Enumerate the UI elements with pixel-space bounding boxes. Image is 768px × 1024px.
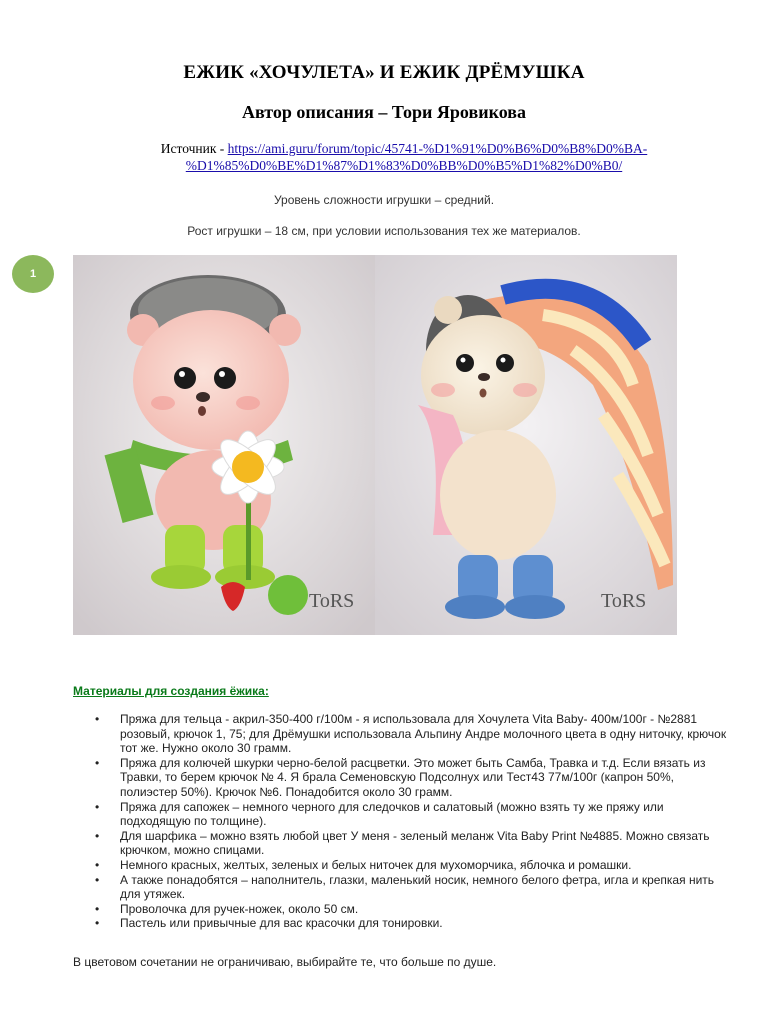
page-number-badge: 1: [12, 255, 54, 293]
document-title: ЕЖИК «ХОЧУЛЕТА» И ЕЖИК ДРЁМУШКА: [183, 62, 585, 83]
difficulty-line: Уровень сложности игрушки – средний.: [273, 193, 495, 207]
list-item: • Пряжа для тельца - акрил-350-400 г/100м - я использовала для Хочулета Vita Baby- 400м/100г - №2881 розовый, крючок 1, 75; для Дрёмушки использовала Альпину Андре молочного цвета в одну ниточку, крючок тот же. Нужно около 30 грамм.: [73, 712, 733, 756]
source-link[interactable]: https://ami.guru/forum/topic/45741-%D1%91%D0%B6%D0%B8%D0%BA-%D1%85%D0%BE%D1%87%D1%83%D0%BB%D0%B5%D1%82%D0%B0/: [185, 141, 648, 173]
hedgehog-photo: [73, 255, 677, 635]
list-item: • Для шарфика – можно взять любой цвет У меня - зеленый меланж Vita Baby Print №4885. Можно связать крючком, можно спицами.: [73, 829, 733, 858]
list-item: • Проволочка для ручек-ножек, около 50 см.: [73, 902, 733, 917]
source-line: [100, 140, 708, 174]
source-label: Источник -: [160, 141, 228, 156]
color-note: В цветовом сочетании не ограничиваю, выбирайте те, что больше по душе.: [73, 955, 497, 969]
materials-heading: Материалы для создания ёжика:: [73, 684, 269, 698]
author-line: Автор описания – Тори Яровикова: [242, 102, 526, 122]
height-line: Рост игрушки – 18 см, при условии использования тех же материалов.: [187, 224, 581, 238]
photo-watermark-right: ToRS: [601, 590, 647, 612]
list-item: • Немного красных, желтых, зеленых и белых ниточек для мухоморчика, яблочка и ромашки.: [73, 858, 733, 873]
list-item: • Пряжа для колючей шкурки черно-белой расцветки. Это может быть Самба, Травка и т.д. Если вязать из Травки, то берем крючок № 4. Я брала Семеновскую Подсолнух или Тест43 77м/100г (капрон 50%, полиэстер 50%). Крючок №6. Понадобится около 30 грамм.: [73, 756, 733, 800]
photo-watermark-left: ToRS: [309, 590, 355, 612]
materials-list: [73, 712, 733, 931]
list-item: • Пастель или привычные для вас красочки для тонировки.: [73, 916, 733, 931]
list-item: • Пряжа для сапожек – немного черного для следочков и салатовый (можно взять ту же пряжу или подходящую по толщине).: [73, 800, 733, 829]
list-item: • А также понадобятся – наполнитель, глазки, маленький носик, немного белого фетра, игла и крепкая нить для утяжек.: [73, 873, 733, 902]
